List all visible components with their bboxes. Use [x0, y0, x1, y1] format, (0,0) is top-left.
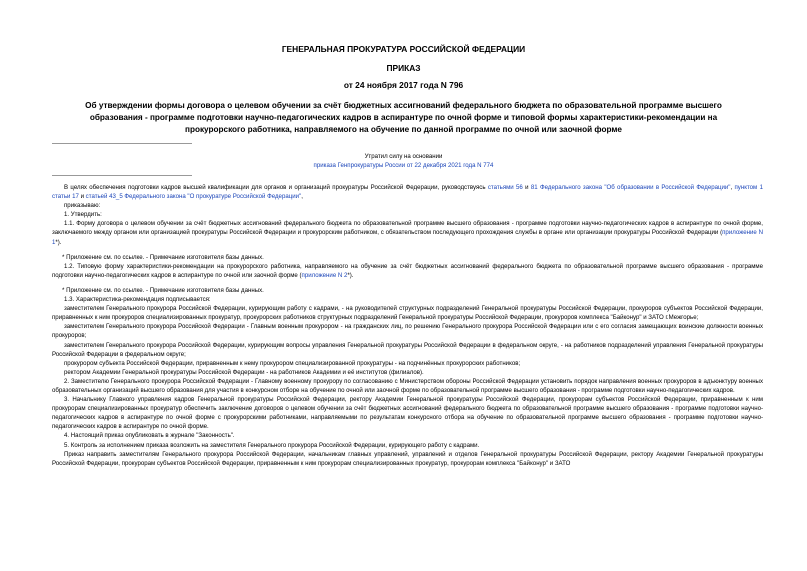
link-appendix-2[interactable]: приложение N 2 — [301, 271, 348, 279]
document-title: Об утверждении формы договора о целевом обучении за счёт бюджетных ассигнований федерального бюджета по образовательной программе высшего образования - программе подготовки научно-педагогических кадров в аспирантуре по очной форме и типовой формы характеристики-рекомендации на прокурорского работника, направляемого на обучение по данной программе по очной или заочной форме — [85, 101, 722, 134]
paragraph-1-3-a: заместителем Генерального прокурора Российской Федерации, курирующим работу с кадрами, - на руководителей структурных подразделений Генеральной прокуратуры Российской Федерации, прокуроров субъектов Российской Федерации, приравненных к ним прокуроров специализированных прокуратур, прокурорских работников структурных подразделений Генеральной прокуратуры Российской Федерации, прокуроров комплекса "Байконур" и ЗАТО г.Межгорье; — [52, 305, 763, 322]
order-word: приказываю: — [64, 202, 101, 210]
agency-heading: ГЕНЕРАЛЬНАЯ ПРОКУРАТУРА РОССИЙСКОЙ ФЕДЕРАЦИИ — [281, 44, 526, 54]
paragraph-6: Приказ направить заместителям Генерального прокурора Российской Федерации, начальникам главных управлений, управлений и отделов Генеральной прокуратуры Российской Федерации, ректору Академии Генеральной прокуратуры Российской Федерации, прокурорам субъектов Российской Федерации, приравненным к ним прокурорам специализированных прокуратур, прокурорам комплекса "Байконур" и ЗАТО — [52, 450, 763, 467]
document-body — [52, 183, 763, 468]
intro-paragraph: В целях обеспечения подготовки кадров высшей квалификации для органов и организаций прокуратуры Российской Федерации, руководствуясь статьями 56 и 81 Федерального закона "Об образовании в Российской Федерации", пунктом 1 статьи 17 и статьей 43_5 Федерального закона "О прокуратуре Российской Федерации", — [52, 184, 763, 201]
paragraph-1-1: 1.1. Форму договора о целевом обучении за счёт бюджетных ассигнований федерального бюджета по образовательной программе высшего образования - программе подготовки научно-педагогических кадров в аспирантуре по очной форме, заключаемого между органом или организацией прокуратуры Российской Федерации и прокурорским работником, с обязательством последующего прохождения службы в органе или организации прокуратуры Российской Федерации (приложение N 1*). — [52, 220, 763, 246]
doc-type-heading: ПРИКАЗ — [386, 63, 421, 73]
footnote-2: * Приложение см. по ссылке. - Примечание изготовителя базы данных. — [62, 286, 264, 294]
link-appendix-1[interactable]: приложение N 1 — [52, 229, 763, 246]
paragraph-1-3-e: ректором Академии Генеральной прокуратуры Российской Федерации - на работников Академии и её институтов (филиалов). — [64, 368, 424, 376]
paragraph-2: 2. Заместителю Генерального прокурора Российской Федерации - Главному военному прокурору по согласованию с Министерством обороны Российской Федерации установить порядок направления военных прокуроров в адъюнктуру военных образовательных организаций высшего образования для участия в конкурсном отборе на обучение по очной или заочной форме по образовательной программе высшего образования - программе подготовки научно-педагогических кадров. — [52, 377, 763, 394]
paragraph-4: 4. Настоящий приказ опубликовать в журнале "Законность". — [64, 432, 235, 440]
paragraph-1-2: 1.2. Типовую форму характеристики-рекомендации на прокурорского работника, направляемого на обучение за счёт бюджетных ассигнований федерального бюджета по образовательной программе высшего образования - программе подготовки научно-педагогических кадров в аспирантуре по очной или заочной форме (приложение N 2*). — [52, 262, 763, 279]
divider — [52, 175, 192, 176]
footnote-1: * Приложение см. по ссылке. - Примечание изготовителя базы данных. — [62, 253, 264, 261]
date-number-heading: от 24 ноября 2017 года N 796 — [343, 80, 464, 90]
link-article-56[interactable]: статьями 56 — [487, 184, 523, 191]
link-article-17[interactable]: пунктом 1 статьи 17 — [52, 184, 763, 201]
status-note-line1: Утратил силу на основании — [364, 153, 443, 160]
link-education-law[interactable]: 81 Федерального закона "Об образовании в Российской Федерации" — [530, 184, 731, 191]
paragraph-1-3-b: заместителем Генерального прокурора Российской Федерации - Главным военным прокурором - на гражданских лиц, по решению Генерального прокурора Российской Федерации или с его согласия замещающих воинские должности военных прокуроров; — [52, 323, 763, 340]
paragraph-3: 3. Начальнику Главного управления кадров Генеральной прокуратуры Российской Федерации, ректору Академии Генеральной прокуратуры Российской Федерации, прокурорам субъектов Российской Федерации, приравненным к ним прокурорам специализированных прокуратур обеспечить заключение договоров о целевом обучении за счёт бюджетных ассигнований федерального бюджета по образовательной программе высшего образования - программе подготовки научно-педагогических кадров в аспирантуре по очной форме с прокурорскими работниками, направляемыми по результатам конкурсного отбора на обучение по образовательной программе высшего образования - программе подготовки научно-педагогических кадров в аспирантуре по очной форме. — [52, 396, 763, 431]
paragraph-1-3-c: заместителем Генерального прокурора Российской Федерации, курирующим вопросы управления Генеральной прокуратуры Российской Федерации в федеральном округе, - на работников подразделений управления Генеральной прокуратуры Российской Федерации в федеральном округе; — [52, 341, 763, 358]
paragraph-1: 1. Утвердить: — [64, 211, 102, 219]
paragraph-1-3-d: прокурором субъекта Российской Федерации, приравненным к нему прокурором специализированной прокуратуры - на подчинённых прокурорских работников; — [64, 359, 521, 367]
status-note-link[interactable]: приказа Генпрокуратуры России от 22 декабря 2021 года N 774 — [313, 162, 494, 169]
paragraph-5: 5. Контроль за исполнением приказа возложить на заместителя Генерального прокурора Российской Федерации, курирующего работу с кадрами. — [64, 441, 480, 449]
paragraph-1-3: 1.3. Характеристика-рекомендация подписывается: — [64, 296, 211, 304]
divider — [52, 143, 192, 144]
link-prosecutor-law[interactable]: статьей 43_5 Федерального закона "О прокуратуре Российской Федерации" — [85, 193, 302, 201]
